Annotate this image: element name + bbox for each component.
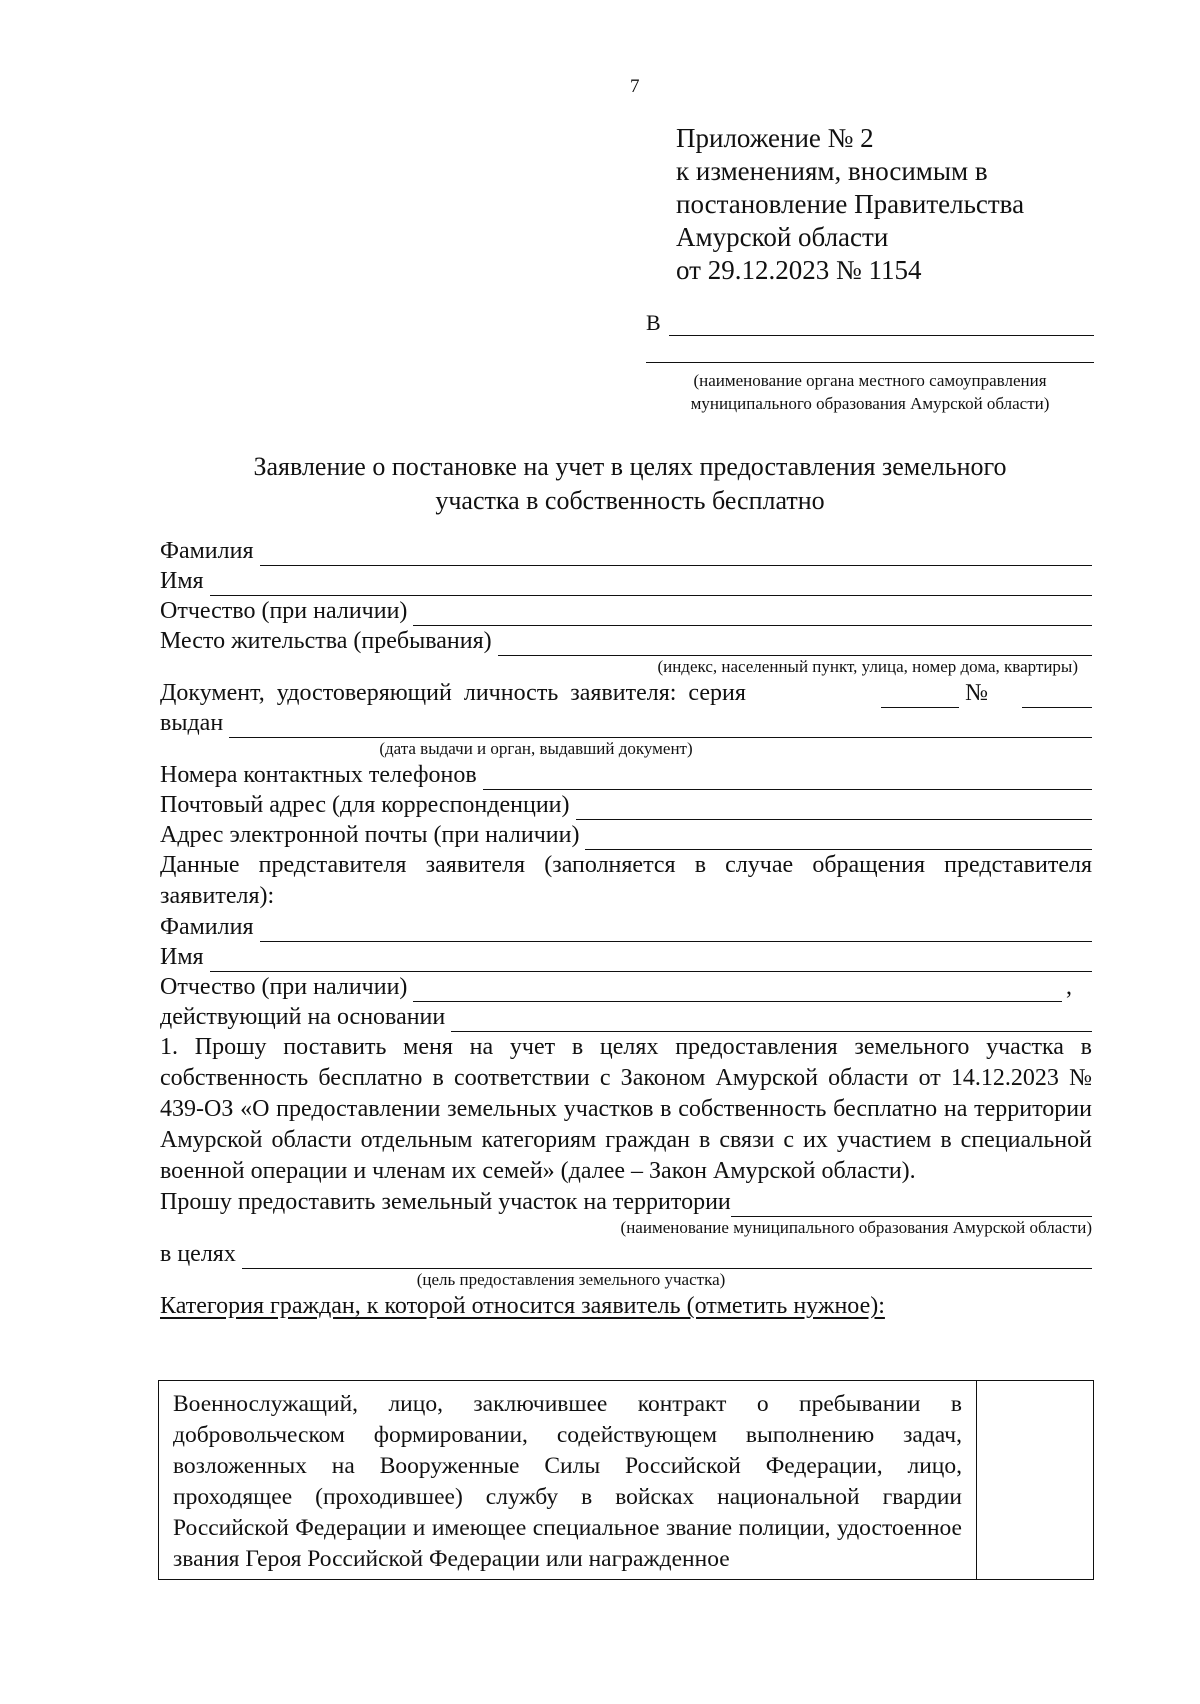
rep-basis-field[interactable] (451, 1009, 1092, 1032)
name-field[interactable] (210, 573, 1092, 596)
email-label: Адрес электронной почты (при наличии) (160, 822, 580, 848)
name-row (160, 566, 1092, 596)
issued-label: выдан (160, 710, 224, 736)
id-document-row (160, 678, 1092, 708)
id-number-field[interactable] (1022, 685, 1092, 708)
surname-label: Фамилия (160, 538, 254, 564)
postal-field[interactable] (576, 797, 1093, 820)
email-row (160, 820, 1092, 850)
postal-label: Почтовый адрес (для корреспонденции) (160, 792, 570, 818)
representative-intro: Данные представителя заявителя (заполняется в случае обращения представителя заявителя): (160, 852, 1092, 909)
territory-label: Прошу предоставить земельный участок на территории (160, 1189, 731, 1215)
rep-patronymic-comma: , (1066, 974, 1072, 1000)
category-checkbox-cell[interactable] (977, 1381, 1093, 1579)
title-line: участка в собственность бесплатно (435, 486, 825, 515)
territory-field[interactable] (731, 1194, 1092, 1217)
appendix-line: Приложение № 2 (676, 123, 874, 153)
rep-name-field[interactable] (210, 949, 1092, 972)
rep-basis-row (160, 1002, 1092, 1032)
appendix-line: к изменениям, вносимым в (676, 156, 988, 186)
appendix-line: постановление Правительства (676, 189, 1025, 219)
postal-row (160, 790, 1092, 820)
residence-row (160, 626, 1092, 656)
surname-row (160, 536, 1092, 566)
name-label: Имя (160, 568, 204, 594)
rep-patronymic-label: Отчество (при наличии) (160, 974, 408, 1000)
rep-patronymic-field[interactable] (413, 979, 1062, 1002)
rep-name-row (160, 942, 1092, 972)
territory-row (160, 1187, 1092, 1217)
purpose-field[interactable] (242, 1246, 1092, 1269)
id-document-label: Документ, удостоверяющий личность заявителя: серия (160, 680, 746, 706)
page-number: 7 (630, 76, 640, 97)
appendix-line: от 29.12.2023 № 1154 (676, 255, 922, 285)
residence-caption: (индекс, населенный пункт, улица, номер дома, квартиры) (657, 657, 1078, 676)
issued-row (160, 708, 1092, 738)
issued-caption: (дата выдачи и орган, выдавший документ) (379, 739, 693, 758)
id-series-number (881, 678, 1092, 708)
patronymic-label: Отчество (при наличии) (160, 598, 408, 624)
surname-field[interactable] (260, 543, 1092, 566)
territory-caption: (наименование муниципального образования Амурской области) (620, 1218, 1092, 1237)
addressee-prefix: В (646, 310, 661, 335)
phones-label: Номера контактных телефонов (160, 762, 477, 788)
addressee-blank[interactable] (669, 315, 1094, 336)
rep-basis-label: действующий на основании (160, 1004, 446, 1030)
purpose-row (160, 1239, 1092, 1269)
category-text-cell: Военнослужащий, лицо, заключившее контракт о пребывании в добровольческом формировании, содействующем выполнению задач, возложенных на Вооруженные Силы Российской Федерации, лицо, проходящее (проходившее) службу в войсках национальной гвардии Российской Федерации и имеющее специальное звание полиции, удостоенное звания Героя Российской Федерации или награжденное (159, 1381, 977, 1579)
number-sign: № (965, 680, 988, 706)
appendix-line: Амурской области (676, 222, 889, 252)
addressee-caption-line: (наименование органа местного самоуправления (693, 371, 1047, 390)
request-paragraph: 1. Прошу поставить меня на учет в целях предоставления земельного участка в собственность бесплатно в соответствии с Законом Амурской области от 14.12.2023 № 439-ОЗ «О предоставлении земельных участков в собственность бесплатно на территории Амурской области отдельным категориям граждан в связи с их участием в специальной военной операции и членам их семей» (далее – Закон Амурской области). (160, 1034, 1092, 1184)
category-row (160, 1291, 1092, 1321)
addressee-caption (646, 369, 1094, 415)
category-label: Категория граждан, к которой относится заявитель (отметить нужное): (160, 1293, 885, 1319)
phones-field[interactable] (483, 767, 1092, 790)
title-line: Заявление о постановке на учет в целях предоставления земельного (253, 452, 1007, 481)
rep-surname-row (160, 912, 1092, 942)
residence-label: Место жительства (пребывания) (160, 628, 492, 654)
addressee-caption-line: муниципального образования Амурской области) (690, 394, 1050, 413)
email-field[interactable] (585, 827, 1092, 850)
rep-surname-field[interactable] (260, 919, 1092, 942)
appendix-header (676, 122, 1024, 287)
document-title (160, 450, 1100, 518)
purpose-caption: (цель предоставления земельного участка) (416, 1270, 726, 1289)
addressee-block (646, 310, 1094, 415)
residence-field[interactable] (498, 633, 1092, 656)
issued-field[interactable] (229, 715, 1092, 738)
id-series-field[interactable] (881, 685, 959, 708)
purpose-label: в целях (160, 1241, 236, 1267)
rep-name-label: Имя (160, 944, 204, 970)
application-form (160, 536, 1092, 1321)
patronymic-field[interactable] (413, 603, 1092, 626)
addressee-row (646, 310, 1094, 336)
phones-row (160, 760, 1092, 790)
rep-surname-label: Фамилия (160, 914, 254, 940)
addressee-blank-2[interactable] (646, 336, 1094, 363)
category-table (158, 1380, 1094, 1580)
rep-patronymic-row (160, 972, 1092, 1002)
patronymic-row (160, 596, 1092, 626)
